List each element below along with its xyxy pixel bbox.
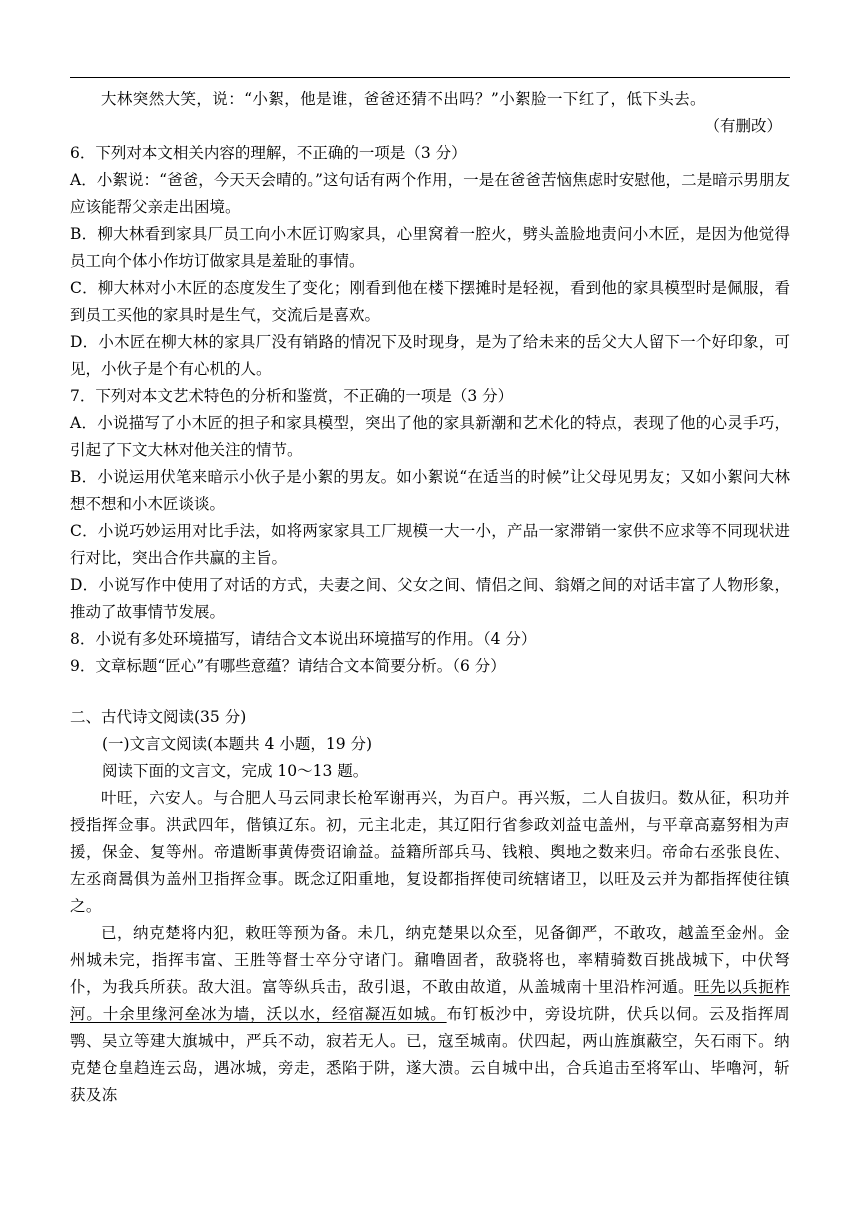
- header-rule: [70, 77, 790, 78]
- question-8: 8．小说有多处环境描写，请结合文本说出环境描写的作用。（4 分）: [70, 630, 537, 648]
- section-2-title: 二、古代诗文阅读(35 分): [70, 708, 247, 726]
- classical-text-paragraph-1: 叶旺，六安人。与合肥人马云同隶长枪军谢再兴，为百户。再兴叛，二人自拔归。数从征，积功并授指挥佥事。洪武四年，偕镇辽东。初，元主北走，其辽阳行省参政刘益屯盖州，与平章高嘉努相为声援，保金、复等州。帝遣断事黄俦赍诏谕益。益籍所部兵马、钱粮、舆地之数来归。帝命右丞张良佐、左丞商暠俱为盖州卫指挥佥事。既念辽阳重地，复设都指挥使司统辖诸卫，以旺及云并为都指挥使往镇之。: [70, 789, 790, 915]
- question-9: 9．文章标题“匠心”有哪些意蕴？请结合文本简要分析。（6 分）: [70, 657, 506, 675]
- question-7-stem: 7．下列对本文艺术特色的分析和鉴赏，不正确的一项是（3 分）: [70, 387, 514, 405]
- document-page: [70, 86, 790, 1109]
- paragraph-2-part-a: 已，纳克楚将内犯，敕旺等预为备。未几，纳克楚果以众至，见备御严，不敢攻，越盖至金州。金州城未完，指挥韦富、王胜等督士卒分守诸门。鼐噜固者，敌骁将也，率精骑数百挑战城下，中伏弩仆，为我兵所获。敌大沮。富等纵兵击，敌引退，不敢由故道，从盖城南十里沿柞河遁。: [70, 924, 790, 996]
- story-ending: 大林突然大笑，说：“小絮，他是谁，爸爸还猜不出吗？”小絮脸一下红了，低下头去。: [101, 90, 706, 108]
- section-2-instruction: 阅读下面的文言文，完成 10～13 题。: [102, 762, 369, 780]
- question-6-option-a: A．小絮说：“爸爸，今天天会晴的。”这句话有两个作用，一是在爸爸苦恼焦虑时安慰他，二是暗示男朋友应该能帮父亲走出困境。: [70, 171, 790, 216]
- question-6-option-b: B．柳大林看到家具厂员工向小木匠订购家具，心里窝着一腔火，劈头盖脸地责问小木匠，是因为他觉得员工向个体小作坊订做家具是羞耻的事情。: [70, 225, 790, 270]
- underlined-sentence: 旺先以兵扼柞河。十余里缘河垒冰为墙，沃以水，经宿凝冱如城。: [70, 978, 790, 1023]
- question-6-option-c: C．柳大林对小木匠的态度发生了变化；刚看到他在楼下摆摊时是轻视，看到他的家具模型时是佩服，看到员工买他的家具时是生气，交流后是喜欢。: [70, 279, 790, 324]
- paragraph-2-part-b: 布钉板沙中，旁设坑阱，伏兵以伺。云及指挥周鹗、吴立等建大旗城中，严兵不动，寂若无人。已，寇至城南。伏四起，两山旌旗蔽空，矢石雨下。纳克楚仓皇趋连云岛，遇冰城，旁走，悉陷于阱，遂大溃。云自城中出，合兵追击至将军山、毕嚕河，斩获及冻: [70, 1005, 790, 1104]
- classical-text-paragraph-2: [70, 920, 790, 1109]
- question-7-option-d: D．小说写作中使用了对话的方式，夫妻之间、父女之间、情侣之间、翁婿之间的对话丰富了人物形象，推动了故事情节发展。: [70, 576, 790, 621]
- section-2-subheading: (一)文言文阅读(本题共 4 小题，19 分): [102, 735, 373, 753]
- source-note: （有删改）: [704, 117, 782, 135]
- question-6-stem: 6．下列对本文相关内容的理解，不正确的一项是（3 分）: [70, 144, 467, 162]
- question-7-option-b: B．小说运用伏笔来暗示小伙子是小絮的男友。如小絮说“在适当的时候”让父母见男友；又如小絮问大林想不想和小木匠谈谈。: [70, 468, 790, 513]
- question-7-option-c: C．小说巧妙运用对比手法，如将两家家具工厂规模一大一小，产品一家滞销一家供不应求等不同现状进行对比，突出合作共赢的主旨。: [70, 522, 790, 567]
- question-6-option-d: D．小木匠在柳大林的家具厂没有销路的情况下及时现身，是为了给未来的岳父大人留下一个好印象，可见，小伙子是个有心机的人。: [70, 333, 790, 378]
- question-7-option-a: A．小说描写了小木匠的担子和家具模型，突出了他的家具新潮和艺术化的特点，表现了他的心灵手巧，引起了下文大林对他关注的情节。: [70, 414, 790, 459]
